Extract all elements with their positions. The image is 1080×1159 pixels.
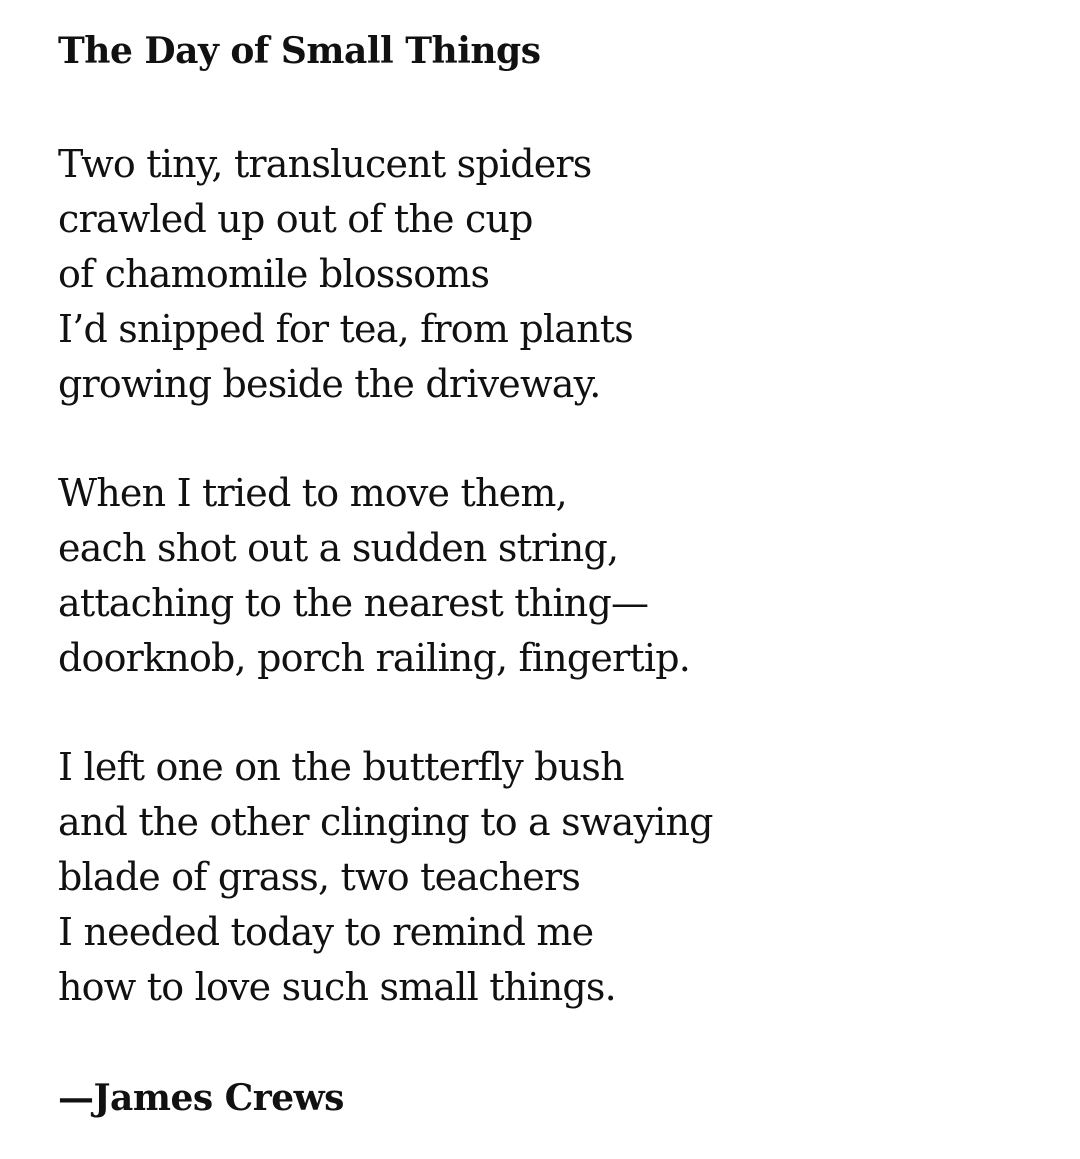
poem-line: attaching to the nearest thing— bbox=[58, 581, 649, 626]
poem-line: growing beside the driveway. bbox=[58, 362, 601, 407]
stanza-1 bbox=[58, 137, 1038, 412]
poem-line: how to love such small things. bbox=[58, 965, 616, 1010]
poem-line: Two tiny, translucent spiders bbox=[58, 142, 592, 187]
stanza-3 bbox=[58, 740, 1038, 1015]
poem-line: crawled up out of the cup bbox=[58, 197, 533, 242]
poem-line: and the other clinging to a swaying bbox=[58, 800, 713, 845]
poem-attribution: —James Crews bbox=[58, 1077, 344, 1120]
poem-line: I needed today to remind me bbox=[58, 910, 594, 955]
poem-line: When I tried to move them, bbox=[58, 471, 567, 516]
poem-line: doorknob, porch railing, fingertip. bbox=[58, 636, 691, 681]
stanza-2 bbox=[58, 466, 1038, 686]
poem-line: each shot out a sudden string, bbox=[58, 526, 619, 571]
poem-container bbox=[58, 30, 1038, 1120]
poem-line: I left one on the butterfly bush bbox=[58, 745, 624, 790]
poem-title: The Day of Small Things bbox=[58, 30, 541, 72]
poem-line: I’d snipped for tea, from plants bbox=[58, 307, 633, 352]
poem-line: of chamomile blossoms bbox=[58, 252, 490, 297]
poem-line: blade of grass, two teachers bbox=[58, 855, 581, 900]
